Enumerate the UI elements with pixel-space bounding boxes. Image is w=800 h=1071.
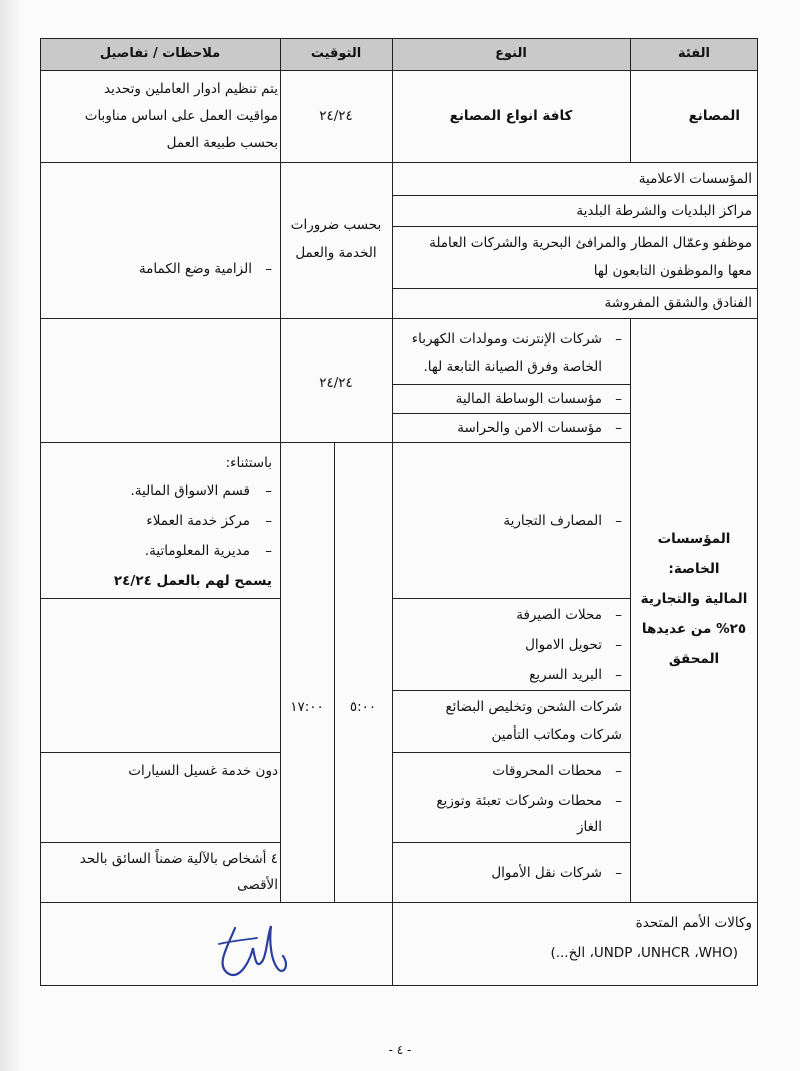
- hotels-apartments: الفنادق والشقق المفروشة: [604, 295, 752, 311]
- banks-note-bullet-3: –: [265, 543, 272, 559]
- banks-note-title: باستثناء:: [225, 455, 272, 471]
- exchange-bullet-3: –: [615, 667, 622, 683]
- money-transfer: تحويل الاموال: [525, 637, 602, 653]
- g2-col-line-2: [392, 162, 393, 318]
- gas-companies-line-1: محطات وشركات تعبئة وتوزيع: [436, 793, 602, 809]
- g3-bottom: [40, 442, 630, 443]
- page-number: - ٤ -: [388, 1043, 412, 1057]
- un-agencies: وكالات الأمم المتحدة: [635, 915, 752, 931]
- exchange-bullet-1: –: [615, 607, 622, 623]
- money-transport-note-line-2: الأقصى: [237, 877, 278, 893]
- express-mail: البريد السريع: [529, 667, 602, 683]
- g2-bottom: [40, 318, 758, 319]
- private-col-line-1: [280, 442, 281, 902]
- g2-row-line-2: [392, 226, 758, 227]
- money-transport-note-line-1: ٤ أشخاص بالآلية ضمناً السائق بالحد: [79, 851, 278, 867]
- fuel-bullet-1: –: [615, 763, 622, 779]
- group3-timing: ٢٤/٢٤: [319, 375, 353, 391]
- group2-timing-line-1: بحسب ضرورات: [290, 217, 382, 233]
- table-border-top: [40, 38, 758, 39]
- notes-line-1: [40, 598, 280, 599]
- airport-workers-line-2: معها والموظفون التابعون لها: [593, 263, 752, 279]
- header-category: الفئة: [678, 46, 710, 61]
- table-border-bottom: [40, 985, 758, 986]
- fuel-stations: محطات المحروقات: [492, 763, 602, 779]
- factories-note-line-2: مواقيت العمل على اساس مناوبات: [84, 108, 278, 124]
- banks-bullet: –: [615, 513, 622, 529]
- internet-bullet: –: [615, 331, 622, 347]
- security-bullet: –: [615, 420, 622, 436]
- page-edge-shadow: [0, 0, 22, 1071]
- private-col-line-2: [334, 442, 335, 902]
- internet-companies-line-2: الخاصة وفرق الصيانة التابعة لها.: [423, 359, 602, 375]
- header-divider: [40, 70, 758, 71]
- type-line-2: [392, 690, 630, 691]
- g3-row-line-2: [392, 413, 630, 414]
- hdr-col-line-3: [630, 38, 631, 70]
- private-category-line-2: الخاصة:: [668, 561, 720, 577]
- banks-note-bullet-2: –: [265, 513, 272, 529]
- g3-row-line-1: [392, 384, 630, 385]
- banks-note-item-1: قسم الاسواق المالية.: [130, 483, 250, 499]
- exchange-shops: محلات الصيرفة: [516, 607, 602, 623]
- type-line-3: [392, 752, 630, 753]
- private-start-time: ٥:٠٠: [349, 699, 377, 715]
- brokerage-bullet: –: [615, 391, 622, 407]
- banks-note-footer: يسمح لهم بالعمل ٢٤/٢٤: [113, 573, 272, 589]
- factories-timing: ٢٤/٢٤: [319, 108, 353, 124]
- factories-category: المصانع: [688, 108, 740, 124]
- fuel-bullet-2: –: [615, 793, 622, 809]
- hdr-col-line-1: [280, 38, 281, 70]
- type-line-4: [392, 842, 630, 843]
- exchange-bullet-2: –: [615, 637, 622, 653]
- type-line-1: [392, 598, 630, 599]
- header-type: النوع: [495, 46, 527, 61]
- airport-workers-line-1: موظفو وعمّال المطار والمرافئ البحرية والشركات العاملة: [429, 235, 752, 251]
- shipping-line-1: شركات الشحن وتخليص البضائع: [445, 699, 622, 715]
- private-category-line-3: المالية والتجارية: [640, 591, 748, 607]
- g3-col-line-2: [392, 318, 393, 442]
- fuel-note: دون خدمة غسيل السيارات: [128, 763, 278, 779]
- g2-row-line-3: [392, 288, 758, 289]
- factories-note-line-3: بحسب طبيعة العمل: [166, 135, 278, 151]
- mask-note-bullet: –: [265, 261, 272, 277]
- commercial-banks: المصارف التجارية: [503, 513, 602, 529]
- row1-bottom: [40, 162, 758, 163]
- private-category-line-1: المؤسسات: [657, 531, 731, 547]
- money-transport-bullet: –: [615, 865, 622, 881]
- row1-col-line-3: [630, 70, 631, 162]
- private-category-line-5: المحقق: [668, 651, 720, 667]
- factories-type: كافة انواع المصانع: [449, 108, 573, 124]
- banks-note-item-3: مديرية المعلوماتية.: [144, 543, 250, 559]
- private-category-line-4: ٢٥% من عديدها: [641, 621, 747, 637]
- security-institutions: مؤسسات الامن والحراسة: [457, 420, 602, 436]
- header-timing: التوقيت: [310, 46, 362, 61]
- municipal-centers: مراكز البلديات والشرطة البلدية: [576, 203, 752, 219]
- un-col-line: [392, 902, 393, 985]
- notes-line-2: [40, 752, 280, 753]
- notes-line-3: [40, 842, 280, 843]
- banks-note-item-2: مركز خدمة العملاء: [146, 513, 250, 529]
- table-border-right: [757, 38, 758, 985]
- banks-note-bullet-1: –: [265, 483, 272, 499]
- group2-timing-line-2: الخدمة والعمل: [295, 245, 377, 261]
- media-institutions: المؤسسات الاعلامية: [638, 171, 752, 187]
- gas-companies-line-2: الغاز: [576, 819, 602, 835]
- factories-note-line-1: يتم تنظيم ادوار العاملين وتحديد: [104, 81, 278, 97]
- g2-row-line-1: [392, 195, 758, 196]
- shipping-line-2: شركات ومكاتب التأمين: [491, 727, 622, 743]
- header-notes: ملاحظات / تفاصيل: [99, 46, 221, 61]
- private-col-line-3: [392, 442, 393, 902]
- private-end-time: ١٧:٠٠: [290, 699, 324, 715]
- money-transport: شركات نقل الأموال: [491, 865, 602, 881]
- hdr-col-line-2: [392, 38, 393, 70]
- un-agencies-list: (UNDP ،UNHCR ،WHO، الخ...): [550, 945, 738, 961]
- private-bottom: [40, 902, 758, 903]
- internet-companies-line-1: شركات الإنترنت ومولدات الكهرباء: [411, 331, 602, 347]
- signature-mark: [205, 908, 295, 988]
- brokerage-institutions: مؤسسات الوساطة المالية: [455, 391, 602, 407]
- mask-note: الزامية وضع الكمامة: [138, 261, 252, 277]
